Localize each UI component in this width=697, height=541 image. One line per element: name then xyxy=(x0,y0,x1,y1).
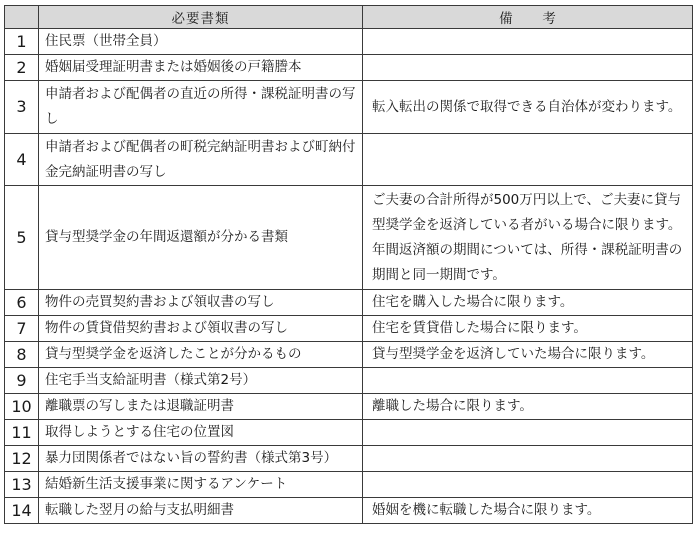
row-number: 2 xyxy=(5,55,39,81)
header-remarks-left: 備 xyxy=(499,11,513,27)
table-row xyxy=(5,186,693,290)
table-row xyxy=(5,29,693,55)
table-row xyxy=(5,290,693,316)
row-number: 12 xyxy=(5,446,39,472)
row-remarks: 婚姻を機に転職した場合に限ります。 xyxy=(363,498,693,524)
row-number: 7 xyxy=(5,316,39,342)
row-document: 転職した翌月の給与支払明細書 xyxy=(39,498,363,524)
table-row xyxy=(5,81,693,134)
table-row xyxy=(5,394,693,420)
row-document: 離職票の写しまたは退職証明書 xyxy=(39,394,363,420)
row-remarks: 住宅を購入した場合に限ります。 xyxy=(363,290,693,316)
row-remarks xyxy=(363,472,693,498)
table-row xyxy=(5,368,693,394)
row-number: 3 xyxy=(5,81,39,134)
header-number xyxy=(5,6,39,29)
row-number: 14 xyxy=(5,498,39,524)
row-remarks: 転入転出の関係で取得できる自治体が変わります。 xyxy=(363,81,693,134)
row-number: 13 xyxy=(5,472,39,498)
row-document: 貸与型奨学金を返済したことが分かるもの xyxy=(39,342,363,368)
row-remarks xyxy=(363,420,693,446)
table-row xyxy=(5,134,693,186)
row-remarks xyxy=(363,368,693,394)
row-document: 申請者および配偶者の直近の所得・課税証明書の写し xyxy=(39,81,363,134)
row-document: 貸与型奨学金の年間返還額が分かる書類 xyxy=(39,186,363,290)
row-remarks xyxy=(363,446,693,472)
row-remarks xyxy=(363,55,693,81)
row-number: 9 xyxy=(5,368,39,394)
table-row xyxy=(5,472,693,498)
row-remarks: 住宅を賃貸借した場合に限ります。 xyxy=(363,316,693,342)
required-documents-table xyxy=(4,5,693,524)
row-number: 1 xyxy=(5,29,39,55)
header-documents: 必要書類 xyxy=(39,6,363,29)
row-document: 住民票（世帯全員） xyxy=(39,29,363,55)
row-remarks: ご夫妻の合計所得が500万円以上で、ご夫妻に貸与型奨学金を返済している者がいる場合に限ります。年間返済額の期間については、所得・課税証明書の期間と同一期間です。 xyxy=(363,186,693,290)
table-row xyxy=(5,55,693,81)
row-remarks xyxy=(363,134,693,186)
row-document: 婚姻届受理証明書または婚姻後の戸籍謄本 xyxy=(39,55,363,81)
required-documents-sheet xyxy=(4,5,693,524)
table-row xyxy=(5,446,693,472)
row-remarks: 離職した場合に限ります。 xyxy=(363,394,693,420)
row-number: 4 xyxy=(5,134,39,186)
row-document: 結婚新生活支援事業に関するアンケート xyxy=(39,472,363,498)
row-number: 11 xyxy=(5,420,39,446)
table-row xyxy=(5,420,693,446)
row-document: 物件の賃貸借契約書および領収書の写し xyxy=(39,316,363,342)
row-document: 住宅手当支給証明書（様式第2号） xyxy=(39,368,363,394)
table-header-row xyxy=(5,6,693,29)
row-number: 6 xyxy=(5,290,39,316)
header-remarks xyxy=(363,6,693,29)
row-remarks xyxy=(363,29,693,55)
row-document: 物件の売買契約書および領収書の写し xyxy=(39,290,363,316)
header-remarks-right: 考 xyxy=(542,11,556,27)
table-row xyxy=(5,342,693,368)
table-row xyxy=(5,498,693,524)
row-document: 暴力団関係者ではない旨の誓約書（様式第3号） xyxy=(39,446,363,472)
row-number: 5 xyxy=(5,186,39,290)
row-document: 申請者および配偶者の町税完納証明書および町納付金完納証明書の写し xyxy=(39,134,363,186)
row-number: 8 xyxy=(5,342,39,368)
row-number: 10 xyxy=(5,394,39,420)
table-row xyxy=(5,316,693,342)
row-document: 取得しようとする住宅の位置図 xyxy=(39,420,363,446)
row-remarks: 貸与型奨学金を返済していた場合に限ります。 xyxy=(363,342,693,368)
